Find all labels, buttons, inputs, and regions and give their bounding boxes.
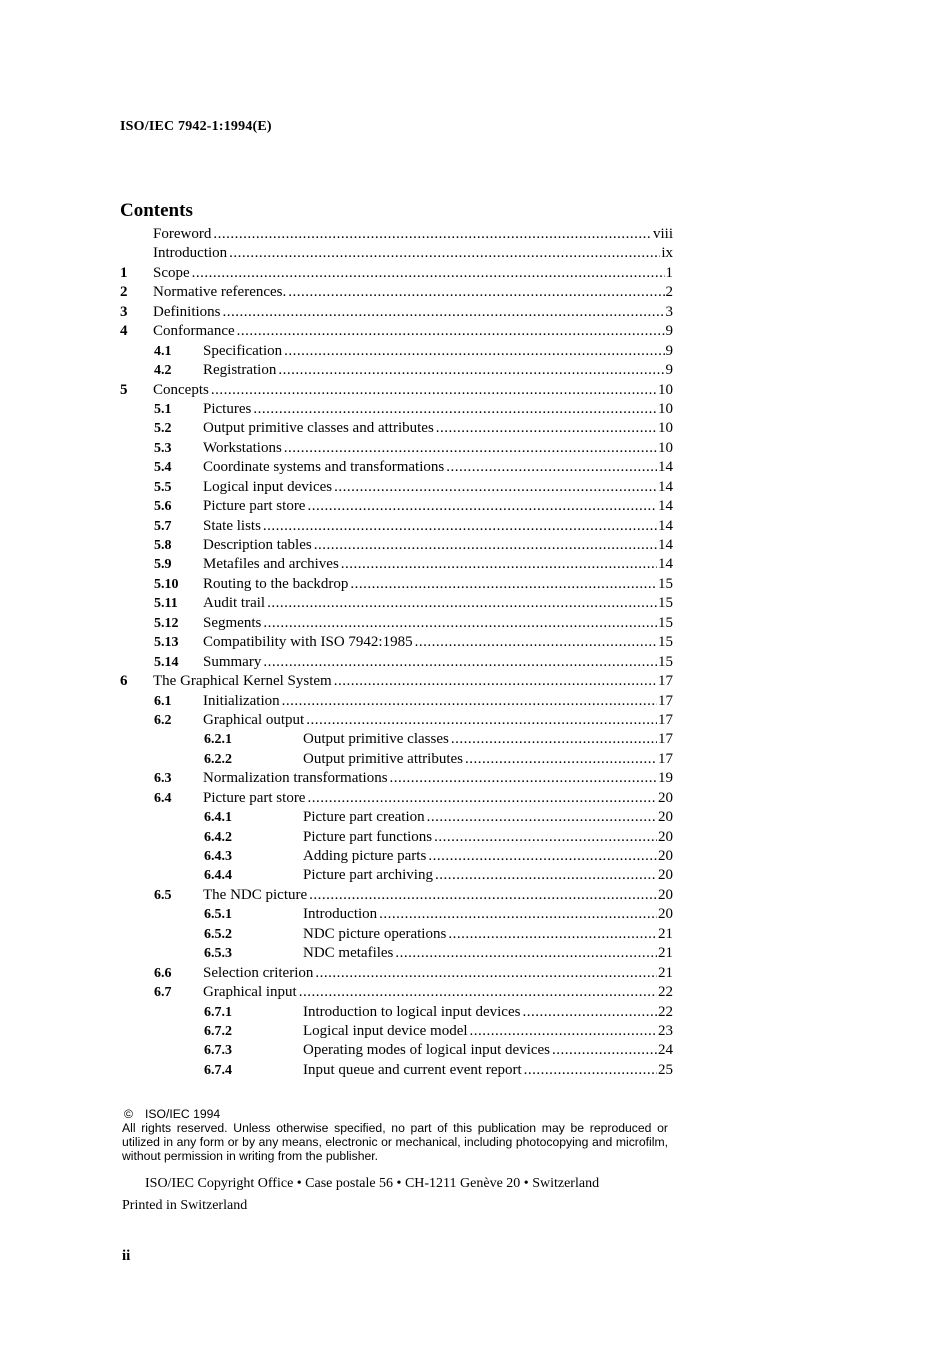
- toc-entry-title: Scope: [153, 264, 190, 281]
- toc-entry: [120, 264, 673, 283]
- toc-entry: [120, 361, 673, 380]
- toc-entry-number: 6.3: [154, 771, 172, 787]
- toc-entry-page: 3: [665, 303, 673, 320]
- toc-entry-number: 2: [120, 284, 128, 301]
- toc-entry-page: 20: [658, 886, 673, 903]
- toc-dot-leader: [415, 633, 657, 652]
- toc-entry-page: viii: [652, 226, 673, 242]
- toc-entry-page: 9: [665, 362, 673, 379]
- toc-entry-page: 15: [658, 634, 673, 651]
- toc-entry-number: 5.11: [154, 596, 178, 612]
- toc-entry-title: Introduction: [303, 906, 378, 923]
- toc-entry-number: 6.2.1: [204, 732, 232, 748]
- toc-dot-leader: [446, 458, 657, 477]
- toc-entry: [120, 769, 673, 788]
- toc-dot-leader: [253, 400, 657, 419]
- toc-dot-leader: [465, 750, 657, 769]
- toc-entry-title: Routing to the backdrop: [203, 575, 349, 592]
- toc-entry-number: 5: [120, 381, 128, 398]
- toc-entry-title: Pictures: [203, 400, 252, 417]
- toc-entry: [120, 1003, 673, 1022]
- toc-dot-leader: [223, 303, 665, 322]
- toc-entry-number: 6.7: [154, 985, 172, 1001]
- toc-entry-page: 14: [658, 556, 673, 573]
- toc-entry-number: 5.1: [154, 401, 172, 417]
- toc-entry-number: 4.1: [154, 343, 172, 359]
- toc-dot-leader: [229, 244, 660, 263]
- toc-entry-page: 14: [658, 537, 673, 553]
- toc-dot-leader: [263, 653, 657, 672]
- copyright-symbol: ©: [124, 1107, 133, 1121]
- toc-dot-leader: [428, 847, 657, 866]
- toc-entry-number: 6.4.4: [204, 868, 232, 884]
- toc-entry-page: 17: [658, 711, 673, 728]
- toc-entry: [120, 905, 673, 924]
- toc-entry-number: 5.8: [154, 538, 172, 553]
- toc-entry: [120, 283, 673, 302]
- toc-entry-page: 20: [658, 828, 673, 845]
- toc-entry: [120, 653, 673, 672]
- toc-entry-page: 17: [658, 673, 673, 690]
- toc-entry: [120, 711, 673, 730]
- toc-entry-number: 6.7.1: [204, 1004, 232, 1020]
- toc-entry-page: 10: [658, 439, 673, 456]
- toc-entry-number: 6.4.1: [204, 810, 232, 826]
- toc-entry-page: 14: [658, 459, 673, 476]
- toc-dot-leader: [470, 1022, 657, 1041]
- toc-dot-leader: [263, 517, 657, 536]
- toc-entry-title: Normative references.: [153, 284, 287, 301]
- table-of-contents: [120, 225, 673, 1080]
- toc-dot-leader: [284, 342, 664, 361]
- toc-entry: [120, 478, 673, 497]
- toc-entry-title: Logical input devices: [203, 478, 333, 495]
- toc-entry-title: Normalization transformations: [203, 770, 388, 787]
- toc-entry-title: NDC metafiles: [303, 945, 394, 962]
- toc-entry-title: Output primitive classes: [303, 731, 449, 748]
- toc-entry-number: 6: [120, 673, 128, 690]
- toc-entry-title: Picture part creation: [303, 809, 425, 826]
- toc-entry: [120, 1041, 673, 1060]
- toc-entry-title: Description tables: [203, 537, 312, 553]
- toc-entry-page: 10: [658, 420, 673, 437]
- toc-entry-number: 6.7.2: [204, 1023, 232, 1039]
- toc-entry-number: 6.6: [154, 965, 172, 981]
- toc-entry-page: 17: [658, 692, 673, 709]
- toc-dot-leader: [282, 692, 657, 711]
- toc-entry: [120, 439, 673, 458]
- toc-dot-leader: [314, 536, 657, 555]
- toc-entry: [120, 886, 673, 905]
- toc-entry-title: Segments: [203, 614, 262, 631]
- toc-dot-leader: [299, 983, 657, 1002]
- toc-entry-number: 6.2.2: [204, 751, 232, 767]
- toc-entry-title: Adding picture parts: [303, 848, 427, 864]
- toc-entry: [120, 847, 673, 866]
- toc-dot-leader: [448, 925, 657, 944]
- toc-entry-number: 6.5: [154, 887, 172, 903]
- toc-entry-title: Summary: [203, 653, 262, 670]
- toc-entry: [120, 1061, 673, 1080]
- toc-entry-title: Audit trail: [203, 595, 266, 612]
- toc-dot-leader: [435, 866, 657, 885]
- toc-dot-leader: [278, 361, 664, 380]
- toc-entry-number: 5.2: [154, 421, 172, 437]
- toc-dot-leader: [315, 964, 657, 983]
- toc-dot-leader: [524, 1061, 657, 1080]
- toc-entry-page: 9: [665, 323, 673, 340]
- toc-entry-page: 24: [658, 1042, 673, 1059]
- toc-entry-number: 6.1: [154, 693, 172, 709]
- toc-entry: [120, 983, 673, 1002]
- toc-entry: [120, 536, 673, 555]
- toc-entry: [120, 789, 673, 808]
- toc-entry-number: 5.14: [154, 654, 179, 670]
- toc-entry-number: 5.4: [154, 460, 172, 476]
- rights-statement: All rights reserved. Unless otherwise specified, no part of this publication may be reproduced or utilized in any form or by any means, electronic or mechanical, including photocopying and microfilm, without permission in writing from the publisher.: [122, 1121, 668, 1163]
- toc-entry-page: 20: [658, 809, 673, 826]
- toc-entry-title: Compatibility with ISO 7942:1985: [203, 634, 413, 651]
- toc-entry-title: Introduction: [153, 245, 228, 262]
- toc-entry: [120, 225, 673, 244]
- toc-entry-number: 5.13: [154, 635, 179, 651]
- toc-entry-title: The Graphical Kernel System: [153, 673, 332, 690]
- toc-entry-page: 21: [658, 945, 673, 962]
- toc-dot-leader: [267, 594, 657, 613]
- toc-entry: [120, 808, 673, 827]
- toc-entry-title: Graphical output: [203, 711, 305, 728]
- toc-entry-number: 5.12: [154, 615, 179, 631]
- toc-dot-leader: [552, 1041, 657, 1060]
- contents-heading: Contents: [120, 200, 193, 221]
- toc-entry-title: Output primitive attributes: [303, 750, 463, 767]
- toc-entry: [120, 730, 673, 749]
- document-id: ISO/IEC 7942-1:1994(E): [120, 119, 272, 134]
- toc-entry-page: 17: [658, 731, 673, 748]
- toc-entry-number: 6.5.2: [204, 926, 232, 942]
- toc-dot-leader: [309, 886, 657, 905]
- toc-entry-page: 22: [658, 984, 673, 1001]
- toc-dot-leader: [434, 828, 657, 847]
- toc-entry: [120, 419, 673, 438]
- toc-entry-title: The NDC picture: [203, 886, 308, 903]
- toc-entry-number: 1: [120, 264, 128, 281]
- toc-dot-leader: [522, 1003, 657, 1022]
- toc-entry-title: Picture part functions: [303, 828, 433, 845]
- toc-entry: [120, 692, 673, 711]
- toc-dot-leader: [379, 905, 657, 924]
- toc-entry: [120, 866, 673, 885]
- toc-entry-page: 10: [658, 381, 673, 398]
- toc-entry-page: 14: [658, 517, 673, 534]
- toc-entry-number: 5.7: [154, 518, 172, 534]
- toc-dot-leader: [307, 497, 657, 516]
- toc-entry-page: 15: [658, 614, 673, 631]
- toc-entry-title: Coordinate systems and transformations: [203, 459, 445, 476]
- toc-entry-page: 15: [658, 575, 673, 592]
- toc-entry-title: Initialization: [203, 692, 280, 709]
- copyright-office-address: ISO/IEC Copyright Office • Case postale 56 • CH-1211 Genève 20 • Switzerland: [145, 1176, 600, 1191]
- toc-entry-page: 19: [658, 770, 673, 787]
- toc-entry: [120, 322, 673, 341]
- toc-entry-title: Foreword: [153, 226, 212, 242]
- toc-dot-leader: [451, 730, 657, 749]
- toc-entry-page: 1: [665, 264, 673, 281]
- toc-entry-title: Workstations: [203, 439, 282, 456]
- toc-dot-leader: [436, 419, 657, 438]
- toc-entry-title: Logical input device model: [303, 1022, 468, 1039]
- toc-entry: [120, 458, 673, 477]
- toc-entry: [120, 517, 673, 536]
- toc-entry: [120, 555, 673, 574]
- toc-dot-leader: [237, 322, 665, 341]
- toc-dot-leader: [284, 439, 657, 458]
- toc-dot-leader: [192, 264, 665, 283]
- toc-entry: [120, 303, 673, 322]
- toc-entry-title: Definitions: [153, 303, 221, 320]
- toc-entry-title: NDC picture operations: [303, 925, 447, 942]
- toc-entry-page: 14: [658, 498, 673, 515]
- toc-entry-number: 5.9: [154, 557, 172, 573]
- toc-entry-title: Operating modes of logical input devices: [303, 1042, 551, 1059]
- toc-entry: [120, 672, 673, 691]
- toc-entry-page: 14: [658, 478, 673, 495]
- toc-entry-page: 21: [658, 925, 673, 942]
- toc-entry-number: 6.5.1: [204, 907, 232, 923]
- toc-entry-number: 6.7.4: [204, 1062, 232, 1078]
- toc-entry-title: Output primitive classes and attributes: [203, 420, 434, 437]
- toc-entry: [120, 594, 673, 613]
- toc-entry-page: 25: [658, 1061, 673, 1078]
- toc-dot-leader: [350, 575, 657, 594]
- toc-entry-page: 21: [658, 964, 673, 981]
- toc-dot-leader: [288, 283, 664, 302]
- toc-entry: [120, 1022, 673, 1041]
- toc-entry-number: 5.6: [154, 499, 172, 515]
- toc-entry-number: 6.7.3: [204, 1043, 232, 1059]
- toc-entry-page: 22: [658, 1003, 673, 1020]
- toc-entry-number: 6.2: [154, 712, 172, 728]
- toc-entry: [120, 944, 673, 963]
- toc-entry-number: 6.4.3: [204, 849, 232, 864]
- toc-entry: [120, 633, 673, 652]
- toc-entry-page: 2: [665, 284, 673, 301]
- toc-dot-leader: [334, 478, 657, 497]
- toc-dot-leader: [211, 381, 657, 400]
- toc-entry: [120, 964, 673, 983]
- toc-entry-title: Picture part store: [203, 498, 306, 515]
- toc-entry-page: 15: [658, 653, 673, 670]
- toc-entry-page: 17: [658, 750, 673, 767]
- toc-entry-page: 20: [658, 906, 673, 923]
- copyright-notice: [122, 1107, 668, 1163]
- toc-entry-title: Introduction to logical input devices: [303, 1003, 521, 1020]
- toc-dot-leader: [306, 711, 657, 730]
- toc-entry-title: State lists: [203, 517, 261, 534]
- toc-entry-title: Graphical input: [203, 984, 297, 1001]
- toc-entry: [120, 342, 673, 361]
- toc-entry: [120, 750, 673, 769]
- toc-entry-number: 3: [120, 303, 128, 320]
- toc-entry: [120, 400, 673, 419]
- toc-dot-leader: [263, 614, 657, 633]
- toc-dot-leader: [427, 808, 657, 827]
- toc-entry: [120, 381, 673, 400]
- toc-dot-leader: [390, 769, 657, 788]
- copyright-year: ISO/IEC 1994: [144, 1107, 221, 1121]
- toc-entry-page: 10: [658, 400, 673, 417]
- toc-entry-page: 9: [665, 342, 673, 359]
- toc-entry-page: 20: [658, 867, 673, 884]
- toc-entry-title: Metafiles and archives: [203, 556, 339, 573]
- toc-dot-leader: [341, 555, 657, 574]
- toc-entry-page: 20: [658, 848, 673, 864]
- toc-entry-number: 6.4.2: [204, 829, 232, 845]
- toc-entry-title: Picture part store: [203, 789, 306, 806]
- toc-entry-title: Registration: [203, 362, 277, 379]
- toc-entry-number: 5.5: [154, 479, 172, 495]
- toc-entry: [120, 828, 673, 847]
- toc-entry-number: 5.10: [154, 576, 179, 592]
- toc-entry-number: 6.5.3: [204, 946, 232, 962]
- toc-entry-number: 6.4: [154, 790, 172, 806]
- toc-entry-title: Specification: [203, 342, 283, 359]
- toc-entry: [120, 497, 673, 516]
- toc-entry-number: 4.2: [154, 363, 172, 379]
- toc-entry-title: Input queue and current event report: [303, 1061, 522, 1078]
- toc-entry: [120, 575, 673, 594]
- toc-entry-number: 4: [120, 323, 128, 340]
- toc-entry: [120, 925, 673, 944]
- toc-entry-page: 15: [658, 595, 673, 612]
- toc-dot-leader: [213, 225, 652, 244]
- toc-entry-title: Concepts: [153, 381, 209, 398]
- toc-entry-page: 23: [658, 1022, 673, 1039]
- toc-dot-leader: [307, 789, 657, 808]
- toc-dot-leader: [395, 944, 657, 963]
- toc-entry: [120, 614, 673, 633]
- page-number: ii: [122, 1248, 131, 1264]
- toc-entry: [120, 244, 673, 263]
- toc-entry-number: 5.3: [154, 440, 172, 456]
- toc-entry-title: Conformance: [153, 323, 235, 340]
- toc-entry-title: Picture part archiving: [303, 867, 433, 884]
- printed-in: Printed in Switzerland: [122, 1198, 248, 1213]
- toc-entry-title: Selection criterion: [203, 964, 314, 981]
- toc-entry-page: ix: [661, 245, 673, 262]
- toc-entry-page: 20: [658, 789, 673, 806]
- toc-dot-leader: [334, 672, 657, 691]
